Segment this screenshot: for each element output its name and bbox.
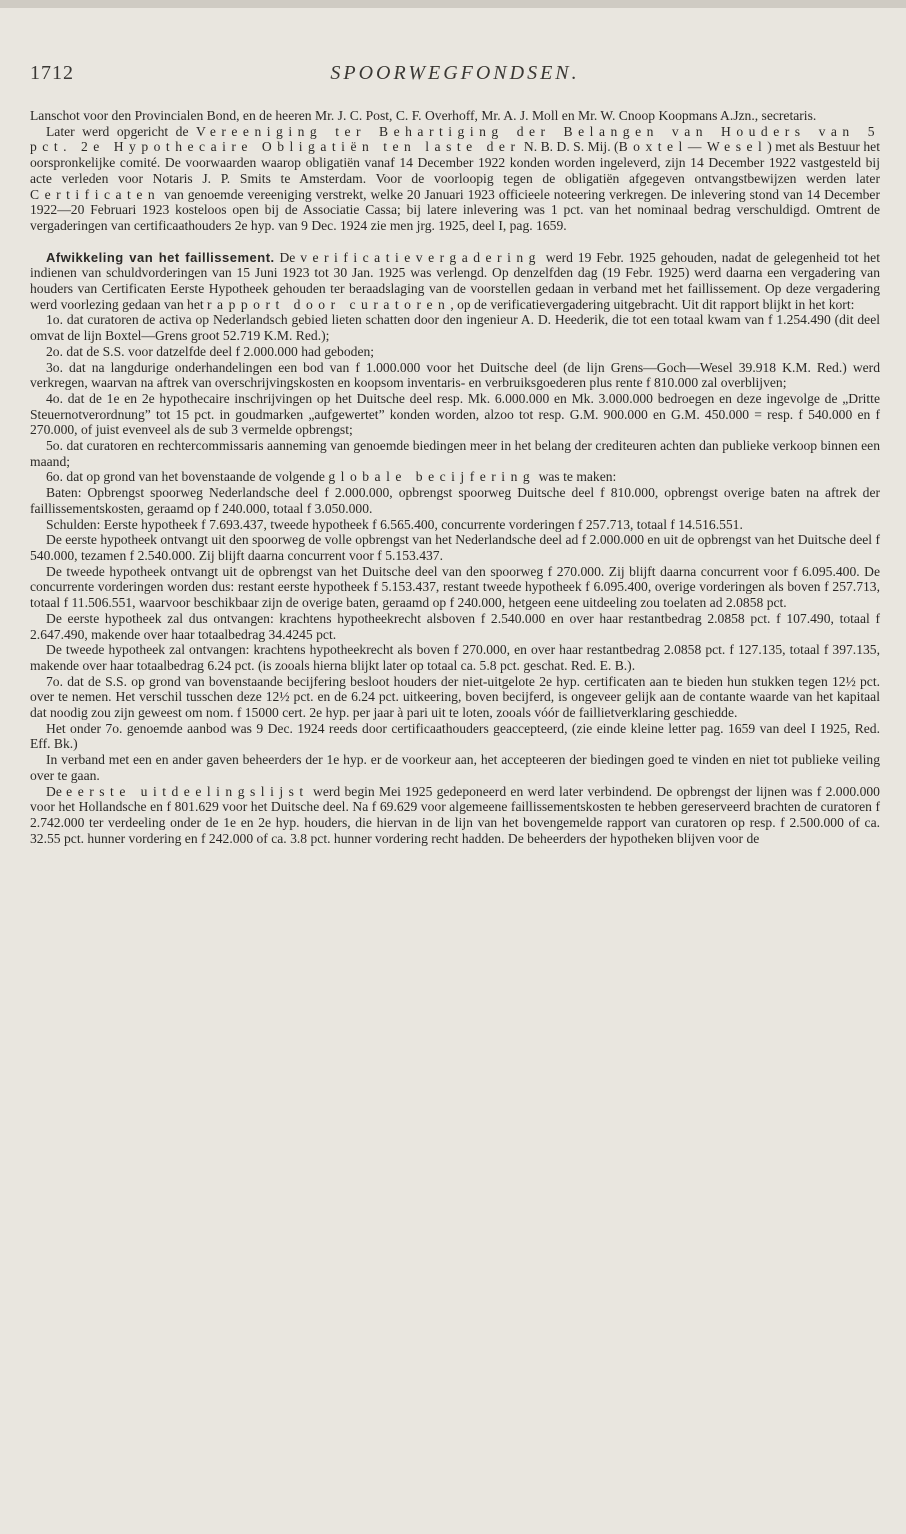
paragraph-schulden: Schulden: Eerste hypotheek f 7.693.437, tweede hypotheek f 6.565.400, concurrente vorderingen f 257.713, totaal f 14.516.551. [46, 516, 743, 532]
list-item-1: 1o. dat curatoren de activa op Nederlandsch gebied lieten schatten door den ingenieur A. D. Heederik, die tot een totaal kwam van f 1.254.490 (dit deel omvat de lijn Boxtel—Grens groot 52.719 K.M. Red.); [30, 312, 880, 344]
section-heading: Afwikkeling van het faillissement. [46, 249, 275, 265]
text-run: 6o. dat op grond van het bovenstaande de volgende [46, 469, 329, 485]
spacer [30, 234, 880, 250]
running-title: SPOORWEGFONDSEN. [330, 62, 580, 84]
spaced-word-uitdeelingslijst: eerste uitdeelingslijst [66, 783, 309, 799]
spaced-word-becijfering: globale becijfering [328, 469, 536, 485]
list-item-3: 3o. dat na langdurige onderhandelingen een bod van f 1.000.000 voor het Duitsche deel (de lijn Grens—Goch—Wesel 39.918 K.M. Red.) werd verkregen, waarvan na aftrek van overschrijvingskosten en koopsom inventaris- en verbruiksgoederen plus rente f 810.000 zal overblijven; [30, 359, 880, 391]
page-header [30, 62, 880, 88]
scan-edge [0, 0, 906, 8]
list-item-7: 7o. dat de S.S. op grond van bovenstaande becijfering besloot houders der niet-uitgelote 2e hyp. certificaten aan te bieden hun stukken tegen 12½ pct. over te nemen. Het verschil tusschen deze 12½ pct. en de 6.24 pct. uitkeering, boven becijferd, is ongeveer gelijk aan de contante waarde van het kapitaal dat noodig zou zijn geweest om nom. f 15000 cert. 2e hyp. per jaar à pari uit te loten, zooals vóór de faillietverklaring geschiedde. [30, 673, 880, 721]
page-body [30, 108, 880, 846]
list-item-5: 5o. dat curatoren en rechtercommissaris aanneming van genoemde biedingen meer in het belang der crediteuren achten dan publieke verkoop binnen een maand; [30, 438, 880, 469]
paragraph-verband: In verband met een en ander gaven beheerders der 1e hyp. er de voorkeur aan, het accepteeren der biedingen goed te vinden en niet tot publieke veiling over te gaan. [30, 752, 880, 783]
text-run: , op de verificatievergadering uitgebracht. Uit dit rapport blijkt in het kort: [450, 296, 855, 312]
text-run: van genoemde vereeniging verstrekt, welke 20 Januari 1923 officieele noteering verkregen. De inlevering stond van 14 December 1922—20 Februari 1923 kosteloos open bij de Associatie Cassa; bij latere inlevering was 1 pct. van het nominaal bedrag verschuldigd. Omtrent de vergaderingen van certificaathouders 2e hyp. van 9 Dec. 1924 zie men jrg. 1925, deel I, pag. 1659. [30, 186, 880, 233]
paragraph-tweede-hypotheek: De tweede hypotheek ontvangt uit de opbrengst van het Duitsche deel van den spoorweg f 270.000. Zij blijft daarna concurrent voor f 6.095.400. De concurrente vorderingen worden dus: restant eerste hypotheek f 5.153.437, restant tweede hypotheek f 6.095.400, overige vorderingen als boven f 257.713, totaal f 11.506.551, waarvoor beschikbaar zijn de overige baten, geraamd op f 240.000, hetgeen eene uitdeeling zou toelaten ad 2.0858 pct. [30, 563, 880, 611]
spaced-name-vereeniging: Vereeniging ter Behartiging der Belangen van Houders van 5 pct. 2e Hypothecaire Obligatiën ten laste der [30, 123, 881, 155]
page-number: 1712 [30, 62, 74, 84]
spaced-word-verificatie: verificatievergadering [300, 249, 541, 265]
list-item-6 [30, 469, 880, 485]
spaced-word-rapport: rapport door curatoren [207, 296, 451, 312]
spaced-word-certificaten: Certificaten [30, 186, 161, 202]
paragraph-eerste-hypotheek: De eerste hypotheek ontvangt uit den spoorweg de volle opbrengst van het Nederlandsche deel ad f 2.000.000 en uit de opbrengst van het Duitsche deel f 540.000, tezamen f 2.540.000. Zij blijft daarna concurrent voor f 5.153.437. [30, 532, 880, 563]
paragraph-afwikkeling [30, 250, 880, 313]
paragraph-vereeniging [30, 124, 880, 234]
paragraph-aanbod: Het onder 7o. genoemde aanbod was 9 Dec. 1924 reeds door certificaathouders geaccepteerd, (zie einde kleine letter pag. 1659 van deel I 1925, Red. Eff. Bk.) [30, 720, 880, 752]
text-run: De [46, 783, 67, 799]
text-run: ) met als Bestuur het oorspronkelijke comité. De voorwaarden waarop obligatiën vanaf 14 December 1922 konden worden ingeleverd, zijn 14 December 1922 vastgesteld bij acte verleden voor Notaris J. P. Smits te Amsterdam. Voor de voorloopig tegen de obligatiën afgegeven ontvangstbewijzen werden later [30, 139, 880, 186]
text-run: Later werd opgericht de [46, 123, 197, 139]
text-run: werd 19 Febr. 1925 gehouden, nadat de gelegenheid tot het indienen van schuldvorderingen van 15 Juni 1923 tot 30 Jan. 1925 was verlengd. Op denzelfden dag (19 Febr. 1925) werd daarna een vergadering van houders van Certificaten Eerste Hypotheek gehouden ter beraadslaging van de voorstellen gedaan in verband met het faillissement. Op deze vergadering werd voorlezing gedaan van het [30, 249, 880, 312]
paragraph-tweede-ontvangt: De tweede hypotheek zal ontvangen: krachtens hypotheekrecht als boven f 270.000, en over haar restantbedrag 2.0858 pct. f 127.135, totaal f 397.135, makende over haar totaalbedrag 6.24 pct. (is zooals hierna blijkt later op totaal ca. 5.8 pct. geschat. Red. E. B.). [30, 642, 880, 673]
paragraph-intro: Lanschot voor den Provincialen Bond, en de heeren Mr. J. C. Post, C. F. Overhoff, Mr. A. J. Moll en Mr. W. Cnoop Koopmans A.Jzn., secretaris. [30, 108, 817, 123]
text-run: was te maken: [535, 469, 617, 485]
paragraph-baten: Baten: Opbrengst spoorweg Nederlandsche deel f 2.000.000, opbrengst spoorweg Duitsche deel f 810.000, opbrengst overige baten na aftrek der faillissementskosten, geraamd op f 240.000, totaal f 3.050.000. [30, 485, 880, 516]
spaced-name-line: Boxtel—Wesel [618, 139, 768, 155]
text-run: N. B. D. S. Mij. ( [520, 139, 619, 155]
list-item-4: 4o. dat de 1e en 2e hypothecaire inschrijvingen op het Duitsche deel resp. Mk. 6.000.000 en Mk. 3.000.000 bedroegen en deze ingevolge de „Dritte Steuernotverordnung” tot 15 pct. in goudmarken „aufgewertet” konden worden, alzoo tot resp. G.M. 900.000 en G.M. 450.000 = resp. f 540.000 en f 270.000, of juist evenveel als de sub 3 vermelde opbrengst; [30, 390, 880, 438]
list-item-2: 2o. dat de S.S. voor datzelfde deel f 2.000.000 had geboden; [46, 343, 375, 359]
text-run: werd begin Mei 1925 gedeponeerd en werd later verbindend. De opbrengst der lijnen was f 2.000.000 voor het Hollandsche en f 801.629 voor het Duitsche deel. Na f 69.629 voor algemeene faillissementskosten te hebben gereserveerd brachten de curatoren f 2.742.000 ter verdeeling onder de 1e en 2e hyp. houders, die hiervan in de lijn van het bovengemelde rapport van curatoren op resp. f 2.500.000 of ca. 32.55 pct. hunner vordering en f 242.000 of ca. 3.8 pct. hunner vordering recht hadden. De beheerders der hypotheken blijven voor de [30, 783, 880, 846]
text-run: De [274, 249, 301, 265]
paragraph-eerste-ontvangt: De eerste hypotheek zal dus ontvangen: krachtens hypotheekrecht alsboven f 2.540.000 en over haar restantbedrag 2.0858 pct. f 107.490, totaal f 2.647.490, makende over haar totaalbedrag 34.4245 pct. [30, 610, 880, 642]
paragraph-uitdeelingslijst [30, 784, 880, 847]
